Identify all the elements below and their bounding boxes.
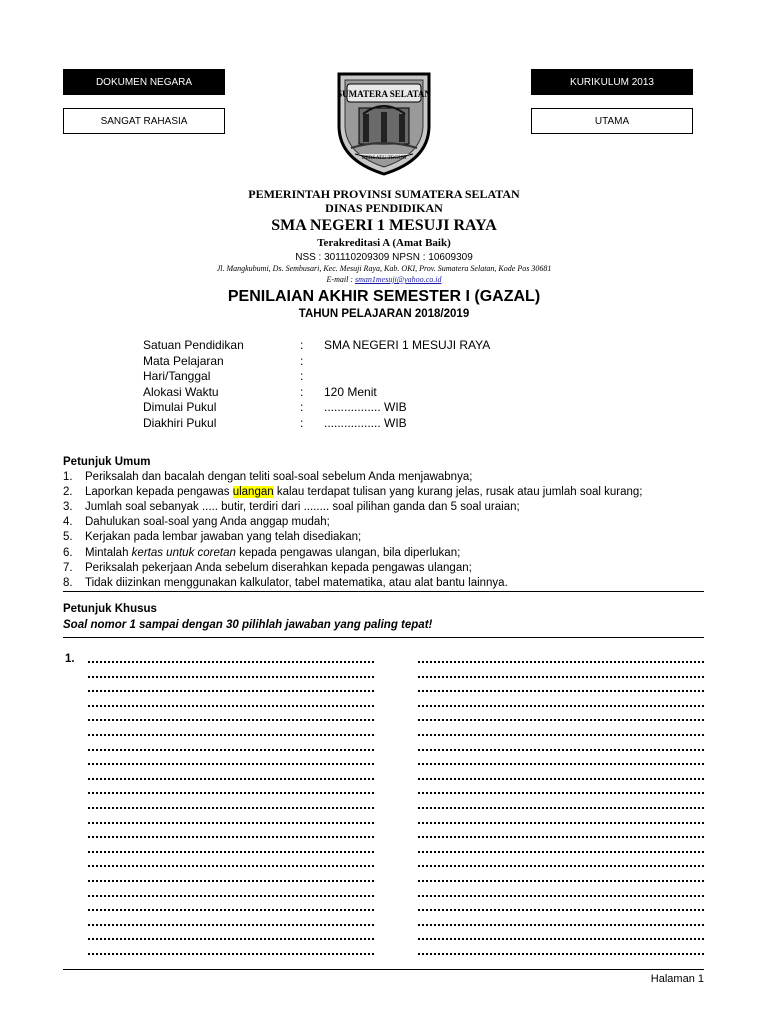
answer-line-left [88, 851, 374, 853]
answer-line-left [88, 763, 374, 765]
answer-line-right [418, 676, 704, 678]
instruction-number: 2. [63, 486, 73, 499]
exam-year: TAHUN PELAJARAN 2018/2019 [298, 308, 470, 320]
info-colon: : [300, 369, 304, 383]
answer-line-right [418, 924, 704, 926]
answer-line-left [88, 719, 374, 721]
answer-line-right [418, 763, 704, 765]
svg-text:BERSATU TEGUH: BERSATU TEGUH [361, 155, 407, 161]
instruction-text: Mintalah [85, 546, 132, 559]
answer-line-left [88, 822, 374, 824]
instruction-number: 4. [63, 516, 73, 529]
instruction-text: Periksalah dan bacalah dengan teliti soal-soal sebelum Anda menjawabnya; [85, 471, 473, 483]
school-email-line: E-mail : sman1mesuji@yahoo.co.id [326, 275, 442, 284]
general-instructions-title: Petunjuk Umum [63, 456, 151, 468]
answer-line-right [418, 749, 704, 751]
answer-line-left [88, 778, 374, 780]
info-value: 120 Menit [324, 384, 377, 399]
answer-line-right [418, 705, 704, 707]
instruction-number: 5. [63, 531, 73, 544]
answer-line-right [418, 734, 704, 736]
instruction-number: 7. [63, 561, 73, 574]
info-colon: : [300, 415, 304, 430]
info-colon: : [300, 400, 304, 414]
answer-line-right [418, 807, 704, 809]
info-colon: : [300, 384, 304, 399]
instruction-text: kalau terdapat tulisan yang kurang jelas, rusak atau jumlah soal kurang; [273, 486, 643, 499]
answer-line-left [88, 661, 374, 663]
answer-line-left [88, 676, 374, 678]
label-kurikulum: KURIKULUM 2013 [531, 69, 693, 95]
instruction-text: Laporkan kepada pengawas [85, 486, 233, 499]
answer-line-left [88, 705, 374, 707]
email-link[interactable]: sman1mesuji@yahoo.co.id [354, 275, 442, 284]
info-label: Mata Pelajaran [143, 353, 224, 368]
answer-line-left [88, 880, 374, 882]
answer-line-right [418, 719, 704, 721]
instruction-number: 3. [63, 501, 73, 514]
answer-line-right [418, 690, 704, 692]
school-name: SMA NEGERI 1 MESUJI RAYA [271, 217, 497, 234]
info-label: Diakhiri Pukul [143, 415, 217, 430]
label-dokumen-negara: DOKUMEN NEGARA [63, 69, 225, 95]
answer-line-right [418, 865, 704, 867]
province-emblem-logo [333, 68, 435, 178]
school-ids: NSS : 301110209309 NPSN : 10609309 [295, 252, 473, 263]
answer-line-right [418, 895, 704, 897]
answer-line-left [88, 749, 374, 751]
answer-line-left [88, 807, 374, 809]
answer-line-right [418, 909, 704, 911]
info-label: Hari/Tanggal [143, 369, 211, 383]
instruction-text: Jumlah soal sebanyak ..... butir, terdiri dari ........ soal pilihan ganda dan 5 soal uraian; [85, 501, 520, 514]
answer-line-right [418, 880, 704, 882]
answer-line-right [418, 822, 704, 824]
divider [63, 591, 704, 592]
instruction-text: kepada pengawas ulangan, bila diperlukan; [235, 546, 461, 559]
info-colon: : [300, 353, 304, 368]
answer-line-right [418, 836, 704, 838]
instruction-number: 8. [63, 576, 73, 589]
question-number: 1. [65, 653, 75, 665]
special-instructions-text: Soal nomor 1 sampai dengan 30 pilihlah jawaban yang paling tepat! [63, 619, 433, 631]
instruction-number: 6. [63, 546, 73, 559]
label-utama: UTAMA [531, 108, 693, 134]
answer-line-left [88, 836, 374, 838]
info-label: Dimulai Pukul [143, 400, 217, 414]
highlighted-word: ulangan [232, 486, 274, 499]
answer-line-left [88, 865, 374, 867]
info-label: Satuan Pendidikan [143, 338, 244, 352]
page-number: Halaman 1 [650, 973, 704, 985]
answer-line-left [88, 909, 374, 911]
divider [63, 637, 704, 638]
answer-line-right [418, 661, 704, 663]
info-colon: : [300, 338, 304, 352]
answer-line-left [88, 734, 374, 736]
answer-line-left [88, 895, 374, 897]
instruction-number: 1. [63, 471, 73, 483]
info-value: ................. WIB [324, 415, 407, 430]
instruction-text: Dahulukan soal-soal yang Anda anggap mudah; [85, 516, 330, 529]
label-sangat-rahasia: SANGAT RAHASIA [63, 108, 225, 134]
footer-divider [63, 969, 704, 970]
italic-phrase: kertas untuk coretan [131, 546, 236, 559]
answer-line-right [418, 778, 704, 780]
info-value: SMA NEGERI 1 MESUJI RAYA [324, 338, 491, 352]
accreditation: Terakreditasi A (Amat Baik) [317, 237, 451, 249]
answer-line-left [88, 953, 374, 955]
answer-line-left [88, 690, 374, 692]
answer-line-right [418, 792, 704, 794]
exam-title: PENILAIAN AKHIR SEMESTER I (GAZAL) [227, 288, 541, 305]
info-label: Alokasi Waktu [143, 384, 219, 399]
instruction-text: Kerjakan pada lembar jawaban yang telah disediakan; [85, 531, 362, 544]
special-instructions-title: Petunjuk Khusus [63, 603, 157, 615]
answer-line-left [88, 924, 374, 926]
answer-line-right [418, 851, 704, 853]
answer-line-right [418, 938, 704, 940]
instruction-text: Tidak diizinkan menggunakan kalkulator, tabel matematika, atau alat bantu lainnya. [85, 576, 508, 589]
header-office: DINAS PENDIDIKAN [325, 201, 443, 215]
info-value: ................. WIB [324, 400, 407, 414]
svg-text:SUMATERA SELATAN: SUMATERA SELATAN [337, 89, 431, 99]
answer-line-right [418, 953, 704, 955]
school-address: Jl. Mangkubumi, Ds. Sembusari, Kec. Mesuji Raya, Kab. OKI, Prov. Sumatera Selatan, Kode Pos 30681 [216, 264, 552, 273]
answer-line-left [88, 792, 374, 794]
answer-line-left [88, 938, 374, 940]
instruction-text: Periksalah pekerjaan Anda sebelum diserahkan kepada pengawas ulangan; [85, 561, 472, 574]
header-government: PEMERINTAH PROVINSI SUMATERA SELATAN [248, 187, 520, 201]
